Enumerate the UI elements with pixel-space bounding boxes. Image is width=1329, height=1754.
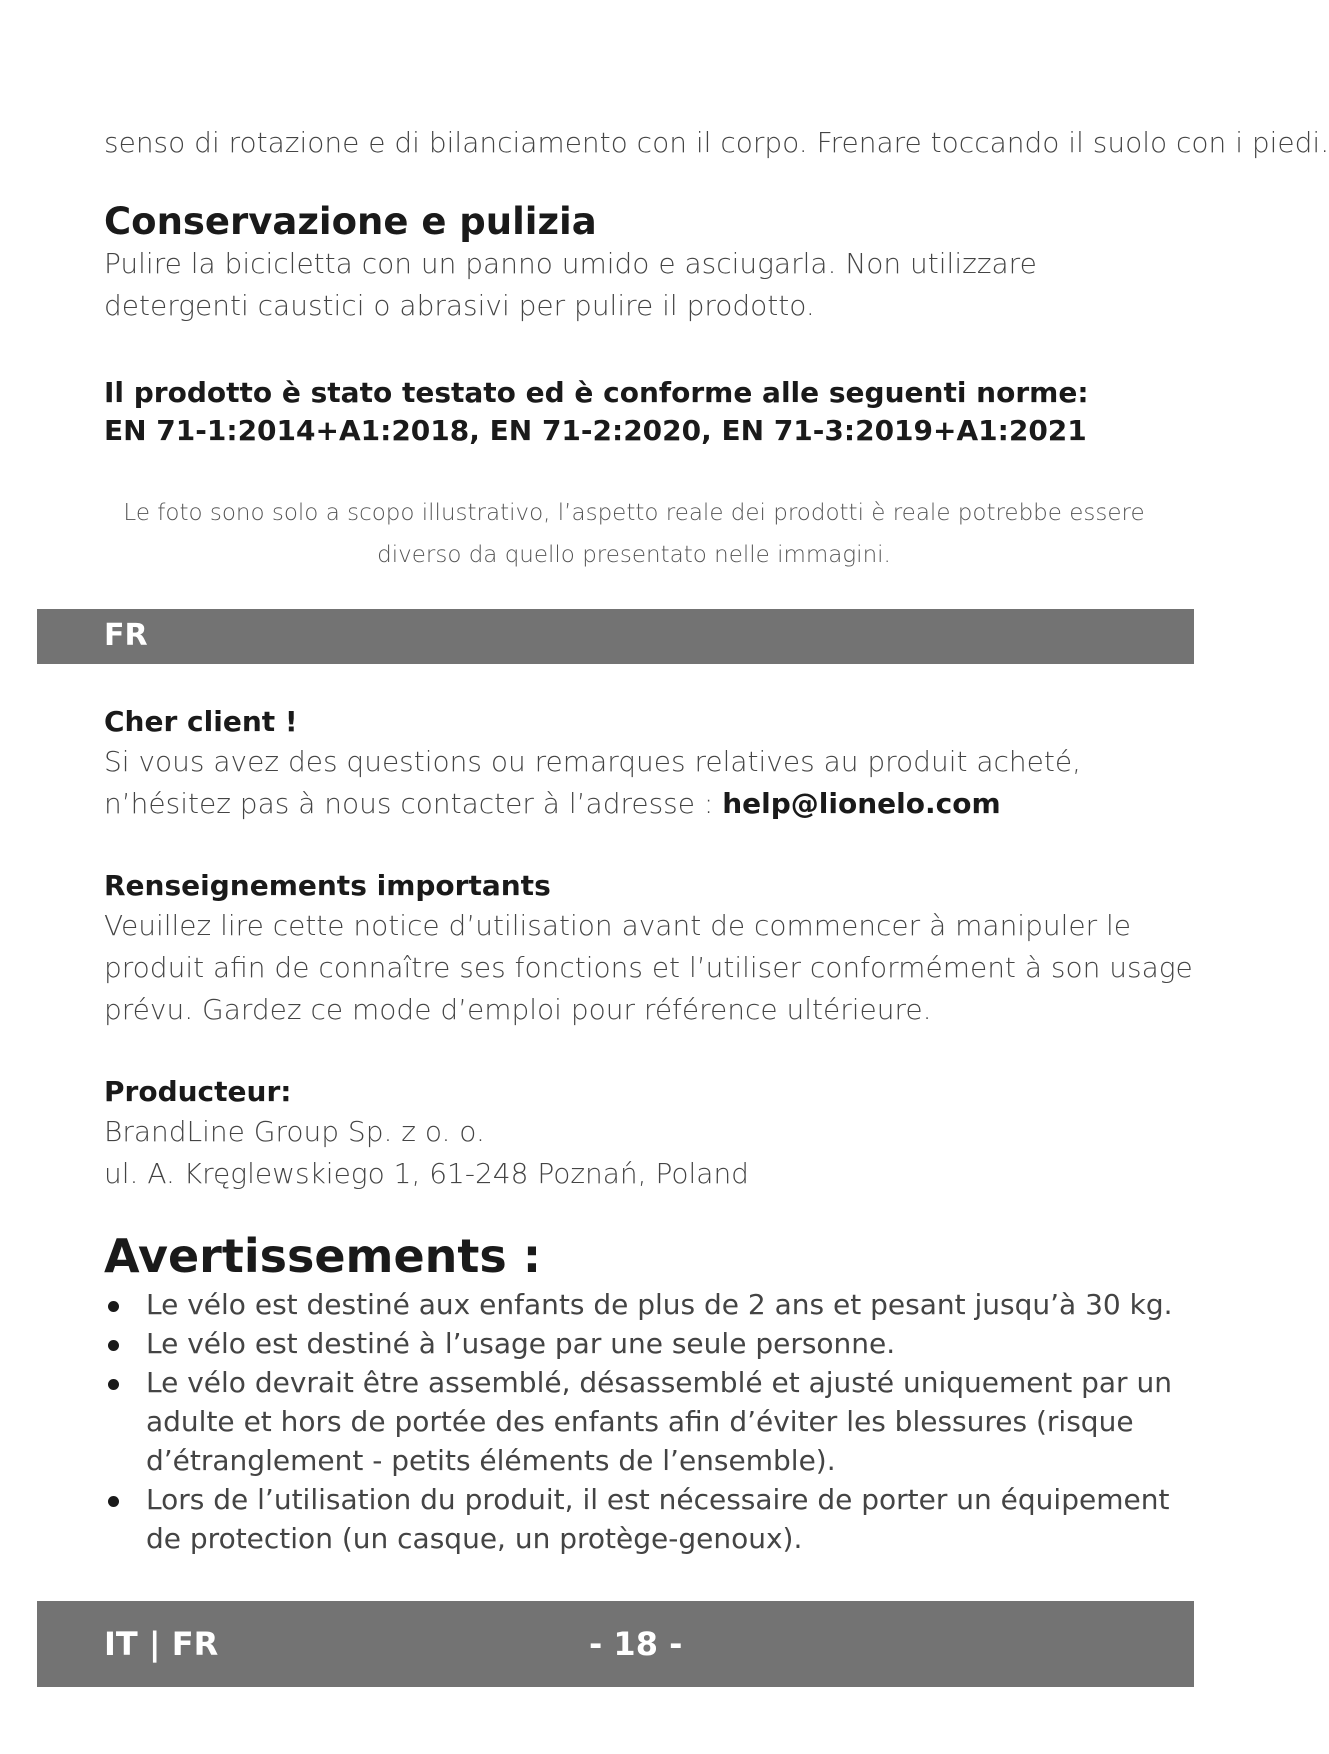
warning-item: Lors de l’utilisation du produit, il est nécessaire de porter un équipement de protection (un casque, un protège-genoux). (104, 1480, 1184, 1558)
fr-section-label: FR (104, 618, 148, 653)
footer-languages: IT | FR (104, 1625, 219, 1663)
info-text: Veuillez lire cette notice d’utilisation avant de commencer à manipuler le produit afin de connaître ses fonctions et l’utiliser conformément à son usage prévu. Gardez ce mode d’emploi pour référence ultérieure. (104, 909, 1193, 1026)
norms-line-1: Il prodotto è stato testato ed è conforme alle seguenti norme: (104, 376, 1089, 409)
contact-text (104, 741, 1164, 825)
producer-address: ul. A. Kręglewskiego 1, 61-248 Poznań, Poland (104, 1157, 749, 1190)
contact-sentence: Si vous avez des questions ou remarques relatives au produit acheté, n’hésitez pas à nous contacter à l’adresse : (104, 745, 1081, 820)
intro-line: senso di rotazione e di bilanciamento con il corpo. Frenare toccando il suolo con i piedi. (104, 126, 1329, 159)
warning-item: Le vélo est destiné à l’usage par une seule personne. (104, 1324, 1184, 1363)
warning-item: Le vélo devrait être assemblé, désassemblé et ajusté uniquement par un adulte et hors de portée des enfants afin d’éviter les blessures (risque d’étranglement - petits éléments de l’ensemble). (104, 1363, 1184, 1480)
contact-email[interactable]: help@lionelo.com (722, 787, 1001, 820)
care-text: Pulire la bicicletta con un panno umido e asciugarla. Non utilizzare detergenti caustici o abrasivi per pulire il prodotto. (104, 247, 1037, 322)
producer-section (104, 1073, 1184, 1195)
producer-title: Producteur: (104, 1075, 292, 1108)
fr-section-bar (37, 609, 1194, 664)
producer-name: BrandLine Group Sp. z o. o. (104, 1115, 485, 1148)
page-number: - 18 - (589, 1625, 683, 1663)
norms-section (104, 374, 1184, 450)
warnings-list (104, 1285, 1184, 1558)
photo-notice: Le foto sono solo a scopo illustrativo, l’aspetto reale dei prodotti è reale potrebbe essere diverso da quello presentato nelle immagini. (123, 500, 1145, 568)
care-title: Conservazione e pulizia (104, 200, 597, 243)
norms-line-2: EN 71-1:2014+A1:2018, EN 71-2:2020, EN 71-3:2019+A1:2021 (104, 414, 1087, 447)
warnings-section (104, 1227, 1184, 1558)
care-section (104, 200, 1164, 327)
italian-intro (104, 122, 1329, 164)
footer-bar (37, 1601, 1194, 1687)
dear-client-section (104, 703, 1164, 825)
info-title: Renseignements importants (104, 869, 551, 902)
warnings-title: Avertissements : (104, 1229, 542, 1283)
warning-item: Le vélo est destiné aux enfants de plus de 2 ans et pesant jusqu’à 30 kg. (104, 1285, 1184, 1324)
dear-title: Cher client ! (104, 705, 298, 738)
important-info-section (104, 867, 1194, 1031)
